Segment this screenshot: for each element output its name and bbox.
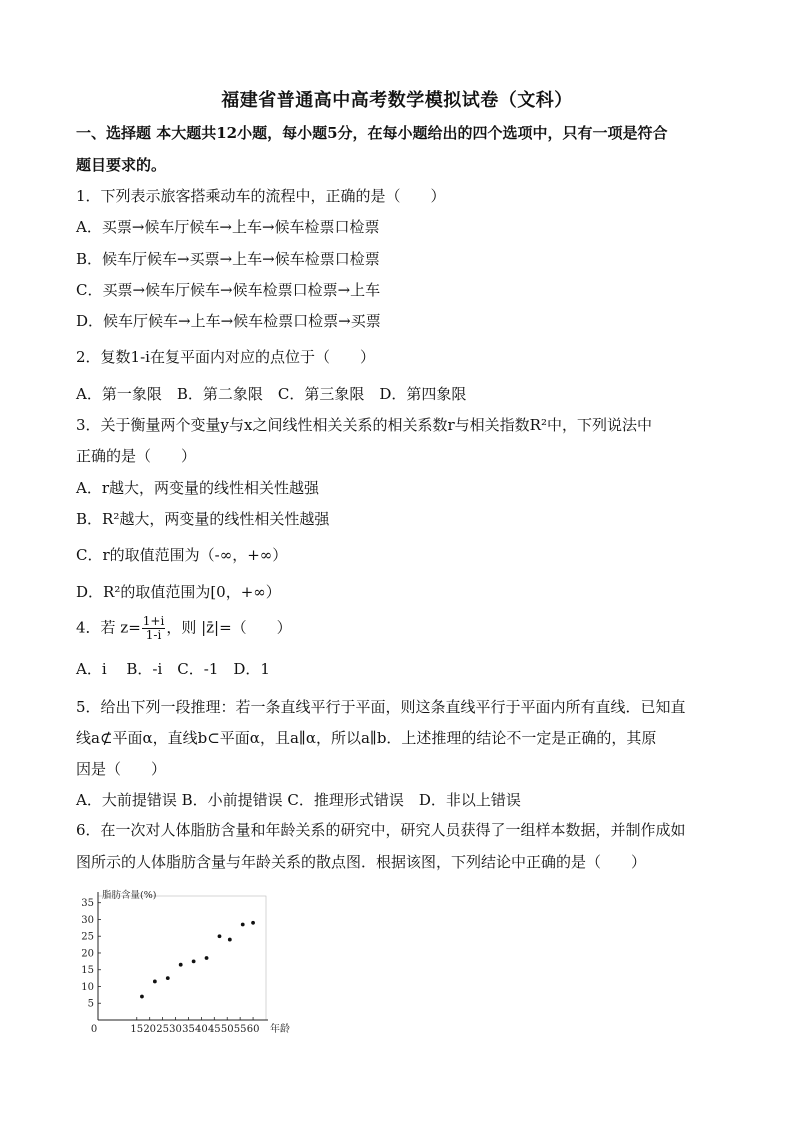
question-5-stem-line3: 因是（ ） — [76, 760, 167, 778]
y-tick-label: 25 — [81, 931, 94, 943]
scatter-point — [166, 976, 170, 980]
question-5-stem-line1: 5．给出下列一段推理：若一条直线平行于平面，则这条直线平行于平面内所有直线．已知直 — [76, 698, 686, 716]
fraction-denominator: 1-i — [145, 628, 162, 642]
y-axis-label: 脂肪含量(%) — [102, 890, 157, 901]
scatter-point — [205, 956, 209, 960]
question-1-option-d: D．候车厅候车→上车→候车检票口检票→买票 — [76, 312, 381, 330]
section-heading-line1: 一、选择题 本大题共12小题，每小题5分，在每小题给出的四个选项中，只有一项是符合 — [76, 124, 668, 142]
x-tick-label: 40 — [195, 1024, 208, 1035]
section-heading-line2: 题目要求的。 — [76, 156, 167, 174]
question-1-option-a: A．买票→候车厅候车→上车→候车检票口检票 — [76, 218, 380, 236]
question-5-options: A．大前提错误 B．小前提错误 C．推理形式错误 D．非以上错误 — [76, 791, 521, 809]
scatter-point — [251, 921, 255, 925]
question-4-stem-prefix: 4．若 z= — [76, 618, 141, 637]
scatter-point — [241, 923, 245, 927]
question-2-options: A．第一象限 B．第二象限 C．第三象限 D．第四象限 — [76, 385, 467, 403]
question-1-option-b: B．候车厅候车→买票→上车→候车检票口检票 — [76, 250, 380, 268]
question-2-stem: 2．复数1-i在复平面内对应的点位于（ ） — [76, 348, 375, 366]
question-4-stem-suffix: ，则 |z̄|=（ ） — [166, 618, 292, 637]
x-tick-label: 35 — [182, 1024, 195, 1035]
question-3-option-d: D．R²的取值范围为[0，+∞） — [76, 583, 281, 601]
x-tick-label: 60 — [246, 1024, 260, 1035]
question-1-option-c: C．买票→候车厅候车→候车检票口检票→上车 — [76, 281, 381, 299]
x-tick-label: 55 — [233, 1024, 247, 1035]
page-title: 福建省普通高中高考数学模拟试卷（文科） — [221, 90, 573, 111]
scatter-chart-svg — [70, 888, 290, 1038]
question-1-stem: 1．下列表示旅客搭乘动车的流程中，正确的是（ ） — [76, 187, 446, 205]
y-tick-label: 10 — [81, 981, 94, 993]
scatter-chart — [70, 888, 290, 1038]
y-tick-label: 35 — [81, 898, 94, 910]
scatter-point — [140, 995, 144, 999]
question-4-stem — [76, 615, 736, 642]
x-tick-label: 30 — [169, 1024, 182, 1035]
fraction-numerator: 1+i — [142, 614, 165, 628]
question-6-stem-line1: 6．在一次对人体脂肪含量和年龄关系的研究中，研究人员获得了一组样本数据，并制作成如 — [76, 821, 686, 839]
question-3-option-a: A．r越大，两变量的线性相关性越强 — [76, 479, 320, 497]
scatter-point — [218, 934, 222, 938]
x-tick-label: 20 — [143, 1024, 157, 1035]
y-tick-label: 5 — [87, 998, 94, 1010]
x-tick-label: 0 — [90, 1024, 98, 1035]
question-4-options: A．i B．-i C．-1 D．1 — [76, 660, 270, 678]
x-tick-label: 15 — [130, 1024, 144, 1035]
scatter-point — [179, 963, 183, 967]
y-tick-label: 30 — [81, 914, 94, 926]
scatter-point — [153, 980, 157, 984]
scatter-point — [192, 959, 196, 963]
plot-frame — [98, 896, 266, 1020]
y-tick-label: 20 — [81, 948, 94, 960]
x-tick-label: 50 — [220, 1024, 234, 1035]
question-3-option-c: C．r的取值范围为（-∞，+∞） — [76, 546, 288, 564]
x-tick-label: 45 — [207, 1024, 221, 1035]
question-5-stem-line2: 线a⊄平面α，直线b⊂平面α，且a∥α，所以a∥b．上述推理的结论不一定是正确的，其原 — [76, 729, 657, 747]
question-3-option-b: B．R²越大，两变量的线性相关性越强 — [76, 510, 330, 528]
x-axis-label: 年龄 — [270, 1024, 290, 1035]
question-3-stem-line1: 3．关于衡量两个变量y与x之间线性相关关系的相关系数r与相关指数R²中，下列说法中 — [76, 416, 652, 434]
scatter-point — [228, 938, 232, 942]
x-tick-label: 25 — [156, 1024, 169, 1035]
question-3-stem-line2: 正确的是（ ） — [76, 447, 197, 465]
y-tick-label: 15 — [81, 965, 94, 977]
question-6-stem-line2: 图所示的人体脂肪含量与年龄关系的散点图．根据该图，下列结论中正确的是（ ） — [76, 853, 647, 871]
question-4-fraction — [142, 615, 166, 642]
